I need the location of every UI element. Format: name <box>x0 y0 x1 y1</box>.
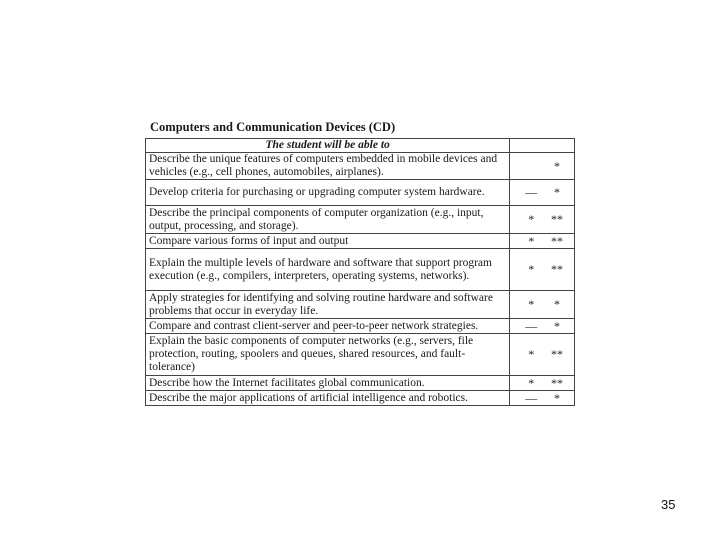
page-number: 35 <box>661 497 676 512</box>
row-levels <box>510 391 575 406</box>
row-description: Describe the unique features of computers embedded in mobile devices and vehicles (e.g., cell phones, automobiles, airplanes). <box>146 153 510 180</box>
table-row <box>146 234 575 249</box>
row-levels <box>510 334 575 376</box>
level-mark-1: * <box>528 233 535 248</box>
table-row <box>146 376 575 391</box>
level-mark-2: * <box>554 297 560 311</box>
row-description: Explain the multiple levels of hardware and software that support program execution (e.g., compilers, interpreters, operating systems, networks). <box>146 249 510 291</box>
row-description: Compare various forms of input and output <box>146 234 510 249</box>
level-mark-1 <box>525 160 537 173</box>
level-mark-2: ** <box>551 347 563 361</box>
row-levels <box>510 376 575 391</box>
table-header-cell: The student will be able to <box>146 139 510 153</box>
table-header-row <box>146 139 575 153</box>
level-mark-1: * <box>528 375 535 390</box>
level-mark-2: * <box>554 390 560 405</box>
row-levels <box>510 249 575 291</box>
row-description: Explain the basic components of computer networks (e.g., servers, file protection, routing, spoolers and queues, shared resources, and fault-tolerance) <box>146 334 510 376</box>
level-mark-2: * <box>554 185 560 199</box>
level-mark-2: ** <box>551 375 563 390</box>
row-levels <box>510 291 575 319</box>
table-row <box>146 206 575 234</box>
row-description: Describe how the Internet facilitates global communication. <box>146 376 510 391</box>
standards-table <box>145 138 575 406</box>
row-levels <box>510 206 575 234</box>
level-mark-2: ** <box>551 212 563 226</box>
table-row <box>146 180 575 206</box>
table-row <box>146 249 575 291</box>
level-mark-2: * <box>554 158 560 173</box>
row-description: Compare and contrast client-server and peer-to-peer network strategies. <box>146 319 510 334</box>
row-description: Describe the major applications of artificial intelligence and robotics. <box>146 391 510 406</box>
row-description: Describe the principal components of computer organization (e.g., input, output, processing, and storage). <box>146 206 510 234</box>
level-mark-1: * <box>528 262 535 276</box>
table-row <box>146 153 575 180</box>
row-levels <box>510 234 575 249</box>
level-mark-1: * <box>528 297 535 311</box>
table-row <box>146 391 575 406</box>
row-levels <box>510 319 575 334</box>
table-row <box>146 334 575 376</box>
row-levels <box>510 180 575 206</box>
row-description: Apply strategies for identifying and solving routine hardware and software problems that occur in everyday life. <box>146 291 510 319</box>
level-mark-1: — <box>525 390 538 405</box>
table-row <box>146 291 575 319</box>
table-row <box>146 319 575 334</box>
level-mark-1: * <box>528 347 535 361</box>
level-mark-2: ** <box>551 233 563 248</box>
row-levels <box>510 153 575 180</box>
level-mark-1: — <box>525 185 538 199</box>
level-mark-1: * <box>528 212 535 226</box>
level-mark-2: * <box>554 318 560 333</box>
row-description: Develop criteria for purchasing or upgrading computer system hardware. <box>146 180 510 206</box>
level-mark-2: ** <box>551 262 563 276</box>
table-header-empty-cell <box>510 139 575 153</box>
level-mark-1: — <box>525 318 538 333</box>
document-title: Computers and Communication Devices (CD) <box>150 120 396 134</box>
